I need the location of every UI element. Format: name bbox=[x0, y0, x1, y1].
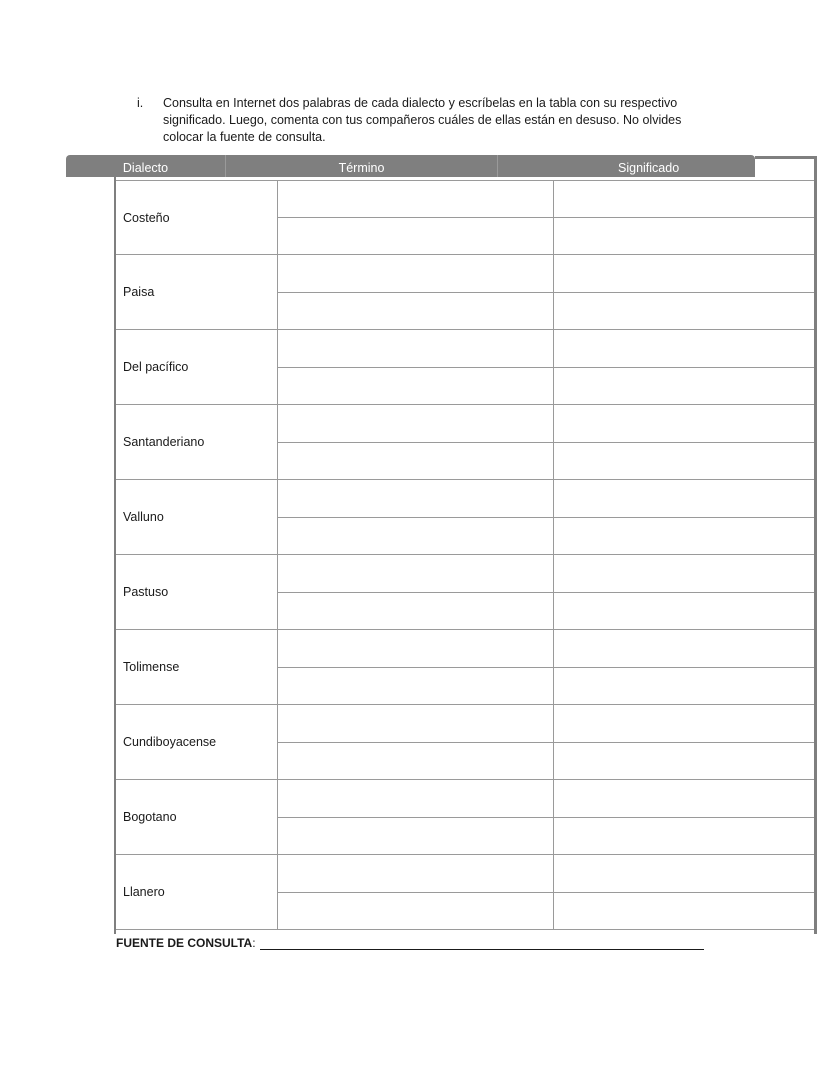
meaning-cell[interactable] bbox=[554, 780, 814, 818]
meaning-cell-group bbox=[554, 705, 814, 779]
dialect-name: Paisa bbox=[116, 255, 278, 329]
term-cell[interactable] bbox=[278, 330, 553, 368]
header-significado: Significado bbox=[618, 161, 680, 175]
meaning-cell[interactable] bbox=[554, 293, 814, 330]
term-cell[interactable] bbox=[278, 630, 553, 668]
table-row bbox=[116, 480, 814, 555]
header-dialecto: Dialecto bbox=[66, 155, 226, 177]
table-frame-right bbox=[814, 156, 817, 934]
meaning-cell[interactable] bbox=[554, 218, 814, 254]
meaning-cell-group bbox=[554, 480, 814, 554]
term-cell-group bbox=[278, 780, 554, 854]
dialect-name: Del pacífico bbox=[116, 330, 278, 404]
table-frame-top bbox=[755, 156, 817, 159]
term-cell[interactable] bbox=[278, 443, 553, 480]
table-row bbox=[116, 780, 814, 855]
meaning-cell-group bbox=[554, 855, 814, 929]
meaning-cell[interactable] bbox=[554, 893, 814, 930]
dialect-name: Bogotano bbox=[116, 780, 278, 854]
meaning-cell[interactable] bbox=[554, 855, 814, 893]
dialect-table bbox=[116, 180, 814, 930]
term-cell[interactable] bbox=[278, 855, 553, 893]
term-cell-group bbox=[278, 255, 554, 329]
term-cell-group bbox=[278, 555, 554, 629]
term-cell-group bbox=[278, 630, 554, 704]
term-cell[interactable] bbox=[278, 255, 553, 293]
table-row bbox=[116, 405, 814, 480]
dialect-name: Costeño bbox=[116, 181, 278, 254]
term-cell[interactable] bbox=[278, 405, 553, 443]
header-termino: Término bbox=[226, 155, 498, 177]
instructions bbox=[137, 95, 697, 146]
meaning-cell[interactable] bbox=[554, 593, 814, 630]
meaning-cell-group bbox=[554, 555, 814, 629]
source-field bbox=[116, 935, 704, 950]
term-cell[interactable] bbox=[278, 518, 553, 555]
meaning-cell[interactable] bbox=[554, 818, 814, 855]
term-cell-group bbox=[278, 181, 554, 254]
term-cell[interactable] bbox=[278, 181, 553, 218]
meaning-cell[interactable] bbox=[554, 480, 814, 518]
term-cell[interactable] bbox=[278, 743, 553, 780]
dialect-name: Santanderiano bbox=[116, 405, 278, 479]
term-cell-group bbox=[278, 705, 554, 779]
dialect-name: Pastuso bbox=[116, 555, 278, 629]
meaning-cell[interactable] bbox=[554, 668, 814, 705]
source-label: FUENTE DE CONSULTA bbox=[116, 936, 253, 950]
meaning-cell[interactable] bbox=[554, 743, 814, 780]
table-row bbox=[116, 255, 814, 330]
dialect-name: Valluno bbox=[116, 480, 278, 554]
table-row bbox=[116, 630, 814, 705]
term-cell[interactable] bbox=[278, 218, 553, 254]
meaning-cell-group bbox=[554, 330, 814, 404]
instruction-text: Consulta en Internet dos palabras de cada dialecto y escríbelas en la tabla con su respectivo significado. Luego, comenta con tus compañeros cuáles de ellas están en desuso. No olvides colocar la fuente de consulta. bbox=[163, 96, 682, 144]
term-cell[interactable] bbox=[278, 293, 553, 330]
source-blank-line[interactable] bbox=[260, 935, 704, 950]
list-marker: i. bbox=[137, 96, 144, 110]
term-cell[interactable] bbox=[278, 593, 553, 630]
meaning-cell[interactable] bbox=[554, 630, 814, 668]
meaning-cell[interactable] bbox=[554, 330, 814, 368]
meaning-cell[interactable] bbox=[554, 555, 814, 593]
term-cell[interactable] bbox=[278, 705, 553, 743]
meaning-cell[interactable] bbox=[554, 181, 814, 218]
meaning-cell[interactable] bbox=[554, 443, 814, 480]
meaning-cell-group bbox=[554, 630, 814, 704]
table-header bbox=[66, 155, 755, 177]
term-cell-group bbox=[278, 330, 554, 404]
table-row bbox=[116, 705, 814, 780]
table-row bbox=[116, 855, 814, 930]
meaning-cell[interactable] bbox=[554, 368, 814, 405]
term-cell-group bbox=[278, 405, 554, 479]
term-cell-group bbox=[278, 855, 554, 929]
meaning-cell[interactable] bbox=[554, 518, 814, 555]
term-cell[interactable] bbox=[278, 818, 553, 855]
term-cell-group bbox=[278, 480, 554, 554]
term-cell[interactable] bbox=[278, 893, 553, 930]
dialect-name: Cundiboyacense bbox=[116, 705, 278, 779]
term-cell[interactable] bbox=[278, 368, 553, 405]
dialect-name: Tolimense bbox=[116, 630, 278, 704]
source-colon: : bbox=[252, 936, 256, 950]
table-row bbox=[116, 555, 814, 630]
meaning-cell[interactable] bbox=[554, 705, 814, 743]
table-row bbox=[116, 330, 814, 405]
meaning-cell-group bbox=[554, 181, 814, 254]
term-cell[interactable] bbox=[278, 668, 553, 705]
meaning-cell-group bbox=[554, 780, 814, 854]
dialect-name: Llanero bbox=[116, 855, 278, 929]
term-cell[interactable] bbox=[278, 555, 553, 593]
meaning-cell[interactable] bbox=[554, 255, 814, 293]
meaning-cell-group bbox=[554, 255, 814, 329]
meaning-cell[interactable] bbox=[554, 405, 814, 443]
term-cell[interactable] bbox=[278, 480, 553, 518]
meaning-cell-group bbox=[554, 405, 814, 479]
term-cell[interactable] bbox=[278, 780, 553, 818]
table-row bbox=[116, 180, 814, 255]
